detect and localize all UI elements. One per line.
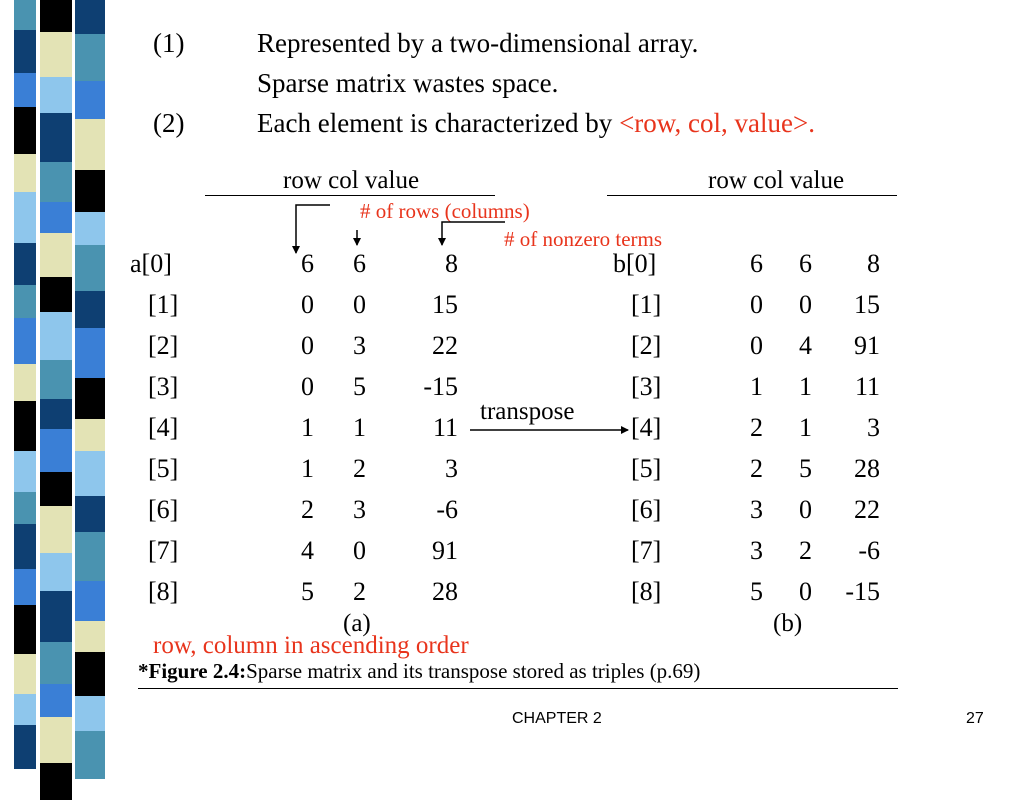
caption-rule	[138, 688, 898, 689]
table-a-col-cell: 6	[353, 249, 366, 278]
table-a-value-cell: -6	[436, 495, 458, 524]
table-b-value-cell: 11	[854, 372, 880, 401]
ascending-order-note: row, column in ascending order	[153, 632, 469, 659]
table-b-row-cell: 2	[750, 413, 763, 442]
table-b-index-label: [5]	[631, 454, 662, 483]
table-a-value-cell: 22	[432, 331, 458, 360]
table-b-col-cell: 0	[799, 290, 812, 319]
table-a-value-cell: -15	[423, 372, 458, 401]
table-b-col-cell: 4	[799, 331, 812, 360]
table-b-col-cell: 0	[799, 577, 812, 606]
table-a-col-cell: 0	[353, 290, 366, 319]
table-b-value-cell: 8	[867, 249, 880, 278]
table-b-col-cell: 2	[799, 536, 812, 565]
table-a-index-label: [6]	[148, 495, 179, 524]
transpose-label: transpose	[480, 398, 575, 425]
footer-page-number: 27	[966, 710, 984, 727]
table-b-index-label: [1]	[631, 290, 662, 319]
table-a-value-cell: 91	[432, 536, 458, 565]
table-b-value-cell: -6	[858, 536, 880, 565]
table-b-value-cell: 15	[854, 290, 880, 319]
table-b-row-cell: 6	[750, 249, 763, 278]
table-b-row-cell: 3	[750, 536, 763, 565]
table-b-row-cell: 1	[750, 372, 763, 401]
figure-caption-text: Sparse matrix and its transpose stored as triples (p.69)	[246, 659, 701, 683]
figure-caption-label: *Figure 2.4:	[138, 659, 247, 683]
table-a-row-cell: 6	[301, 249, 314, 278]
table-a-col-cell: 0	[353, 536, 366, 565]
header-left: row col value	[283, 167, 420, 194]
table-a-index-label: [5]	[148, 454, 179, 483]
nonzero-pointer-arrow	[442, 222, 505, 245]
table-a-col-cell: 3	[353, 495, 366, 524]
table-a-row-cell: 4	[301, 536, 314, 565]
table-b-col-cell: 6	[799, 249, 812, 278]
table-a-index-label: [7]	[148, 536, 179, 565]
table-a-col-cell: 2	[353, 454, 366, 483]
table-a-col-cell: 5	[353, 372, 366, 401]
table-b-index-label: [4]	[631, 413, 662, 442]
table-a-index-label: [1]	[148, 290, 179, 319]
bullet-2-number: (2)	[153, 108, 185, 138]
table-b-col-cell: 0	[799, 495, 812, 524]
table-b-row-cell: 2	[750, 454, 763, 483]
bullet-2-highlight: <row, col, value>.	[619, 108, 815, 138]
table-a-value-cell: 11	[432, 413, 458, 442]
table-b-index-label: [8]	[631, 577, 662, 606]
table-b-col-cell: 5	[799, 454, 812, 483]
table-b-value-cell: 3	[867, 413, 880, 442]
table-b-index-label: [6]	[631, 495, 662, 524]
bullet-1-continuation: Sparse matrix wastes space.	[257, 68, 559, 98]
bullet-1-number: (1)	[153, 28, 185, 58]
table-b-row-cell: 3	[750, 495, 763, 524]
footer-chapter: CHAPTER 2	[512, 710, 602, 727]
table-b-value-cell: 28	[854, 454, 880, 483]
table-a-value-cell: 3	[445, 454, 458, 483]
table-a-col-cell: 1	[353, 413, 366, 442]
table-a-row-cell: 2	[301, 495, 314, 524]
table-a-row-cell: 0	[301, 331, 314, 360]
table-a-index-label: [2]	[148, 331, 179, 360]
table-a-index-label: [3]	[148, 372, 179, 401]
table-b-index-label: [2]	[631, 331, 662, 360]
table-b-index-label: [7]	[631, 536, 662, 565]
table-a-row-cell: 0	[301, 290, 314, 319]
table-b-value-cell: 22	[854, 495, 880, 524]
table-a-row-cell: 5	[301, 577, 314, 606]
table-b-label: (b)	[773, 610, 803, 637]
table-b-row-cell: 0	[750, 290, 763, 319]
table-a-col-cell: 2	[353, 577, 366, 606]
bullet-2-prefix: Each element is characterized by	[257, 108, 620, 138]
table-b-row-cell: 0	[750, 331, 763, 360]
bullet-1-text: Represented by a two-dimensional array.	[257, 28, 699, 58]
table-b-index-label: b[0]	[613, 249, 657, 278]
rows-pointer-arrow	[296, 205, 330, 253]
table-a-value-cell: 15	[432, 290, 458, 319]
rows-cols-annotation: # of rows (columns)	[360, 199, 530, 223]
table-b-row-cell: 5	[750, 577, 763, 606]
table-a-index-label: a[0]	[130, 249, 172, 278]
nonzero-annotation: # of nonzero terms	[504, 227, 663, 251]
table-a-index-label: [8]	[148, 577, 179, 606]
table-a-row-cell: 1	[301, 454, 314, 483]
table-b-col-cell: 1	[799, 372, 812, 401]
header-right: row col value	[708, 167, 845, 194]
table-b-value-cell: -15	[845, 577, 880, 606]
figure-caption	[138, 661, 700, 682]
table-b-value-cell: 91	[854, 331, 880, 360]
table-a-label: (a)	[343, 610, 371, 637]
table-b-index-label: [3]	[631, 372, 662, 401]
table-a-value-cell: 8	[445, 249, 458, 278]
table-a-row-cell: 1	[301, 413, 314, 442]
table-a-row-cell: 0	[301, 372, 314, 401]
table-a-col-cell: 3	[353, 331, 366, 360]
table-a-index-label: [4]	[148, 413, 179, 442]
table-a-value-cell: 28	[432, 577, 458, 606]
table-b-col-cell: 1	[799, 413, 812, 442]
